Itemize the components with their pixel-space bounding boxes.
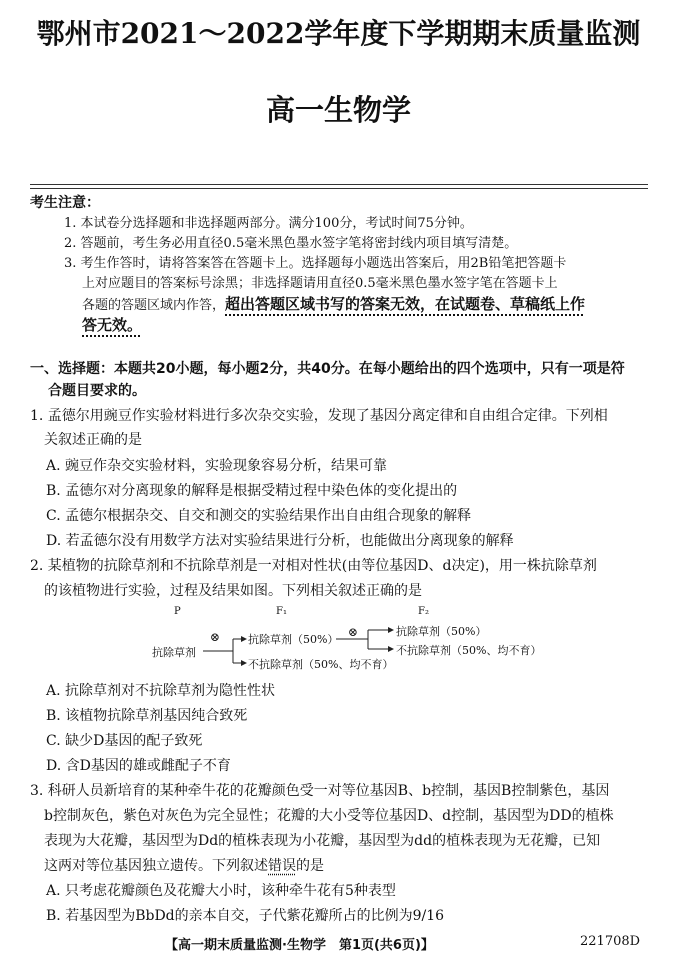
notice-heading: 考生注意： — [30, 195, 100, 211]
q2-option-b: B. 该植物抗除草剂基因纯合致死 — [46, 708, 248, 724]
diagram-gen-f2: F₂ — [418, 606, 429, 617]
q2-stem-cont: 的该植物进行实验，过程及结果如图。下列相关叙述正确的是 — [44, 583, 422, 599]
exam-code: 221708D — [580, 934, 641, 949]
q3-stem: 3. 科研人员新培育的某种牵牛花的花瓣颜色受一对等位基因B、b控制，基因B控制紫色，基因 — [30, 783, 610, 799]
notice-item-3-cont-1: 上对应题目的答案标号涂黑；非选择题请用直径0.5毫米黑色墨水签字笔在答题卡上 — [82, 276, 558, 291]
notice-item-2: 2. 答题前，考生务必用直径0.5毫米黑色墨水签字笔将密封线内项目填写清楚。 — [64, 236, 518, 251]
q1-option-d: D. 若孟德尔没有用数学方法对实验结果进行分析，也能做出分离现象的解释 — [46, 533, 514, 549]
subject-title: 高一生物学 — [265, 93, 411, 127]
q3-keyword-wrong: 错误 — [268, 858, 296, 874]
diagram-selfing-symbol-1: ⊗ — [210, 630, 221, 644]
header-divider-top — [30, 184, 648, 185]
diagram-f2-upper: 抗除草剂（50%） — [396, 625, 487, 638]
diagram-gen-f1: F₁ — [276, 606, 287, 617]
notice-emphasis: 超出答题区域书写的答案无效，在试题卷、草稿纸上作 — [225, 295, 586, 313]
diagram-parent: 抗除草剂 — [152, 646, 196, 659]
diagram-f1-lower: 不抗除草剂（50%、均不育） — [248, 658, 394, 671]
notice-emphasis-end: 答无效。 — [82, 316, 143, 334]
page-footer: 【高一期末质量监测·生物学 第1页(共6页)】 — [165, 938, 434, 953]
diagram-f2-lower: 不抗除草剂（50%、均不育） — [396, 644, 542, 657]
q2-stem: 2. 某植物的抗除草剂和不抗除草剂是一对相对性状(由等位基因D、d决定)，用一株抗除草剂 — [30, 558, 597, 574]
header-divider-bottom — [30, 188, 648, 189]
q1-stem-cont: 关叙述正确的是 — [44, 432, 142, 448]
q3-stem-cont-1: b控制灰色，紫色对灰色为完全显性；花瓣的大小受等位基因D、d控制，基因型为DD的植株 — [44, 808, 614, 824]
q3-option-b: B. 若基因型为BbDd的亲本自交，子代紫花瓣所占的比例为9/16 — [46, 908, 445, 924]
diagram-selfing-symbol-2: ⊗ — [348, 625, 359, 639]
section-heading: 一、选择题：本题共20小题，每小题2分，共40分。在每小题给出的四个选项中，只有一项是符 — [30, 361, 625, 377]
notice-item-3-cont-2: 各题的答题区域内作答，超出答题区域书写的答案无效，在试题卷、草稿纸上作 — [82, 295, 586, 313]
q3-stem-cont-2: 表现为大花瓣，基因型为Dd的植株表现为小花瓣，基因型为dd的植株表现为无花瓣，已知 — [44, 833, 601, 849]
q2-option-d: D. 含D基因的雄或雌配子不育 — [46, 758, 231, 774]
q2-option-c: C. 缺少D基因的配子致死 — [46, 733, 203, 749]
notice-item-3: 3. 考生作答时，请将答案答在答题卡上。选择题每小题选出答案后，用2B铅笔把答题卡 — [64, 256, 567, 271]
diagram-gen-p: P — [174, 606, 181, 617]
q3-option-a: A. 只考虑花瓣颜色及花瓣大小时，该种牵牛花有5种表型 — [46, 883, 396, 899]
q2-option-a: A. 抗除草剂对不抗除草剂为隐性性状 — [46, 683, 276, 699]
q1-stem: 1. 孟德尔用豌豆作实验材料进行多次杂交实验，发现了基因分离定律和自由组合定律。下列相 — [30, 408, 608, 424]
q1-option-a: A. 豌豆作杂交实验材料，实验现象容易分析，结果可靠 — [46, 458, 388, 474]
notice-item-1: 1. 本试卷分选择题和非选择题两部分。满分100分，考试时间75分钟。 — [64, 216, 473, 231]
q3-stem-cont-3: 这两对等位基因独立遗传。下列叙述错误的是 — [44, 858, 324, 874]
q1-option-c: C. 孟德尔根据杂交、自交和测交的实验结果作出自由组合现象的解释 — [46, 508, 472, 524]
arrows-f1-to-f2 — [336, 630, 393, 649]
q1-option-b: B. 孟德尔对分离现象的解释是根据受精过程中染色体的变化提出的 — [46, 483, 458, 499]
diagram-f1-upper: 抗除草剂（50%） — [248, 633, 339, 646]
exam-title: 鄂州市2021～2022学年度下学期期末质量监测 — [36, 17, 641, 50]
section-heading-cont: 合题目要求的。 — [48, 383, 146, 399]
